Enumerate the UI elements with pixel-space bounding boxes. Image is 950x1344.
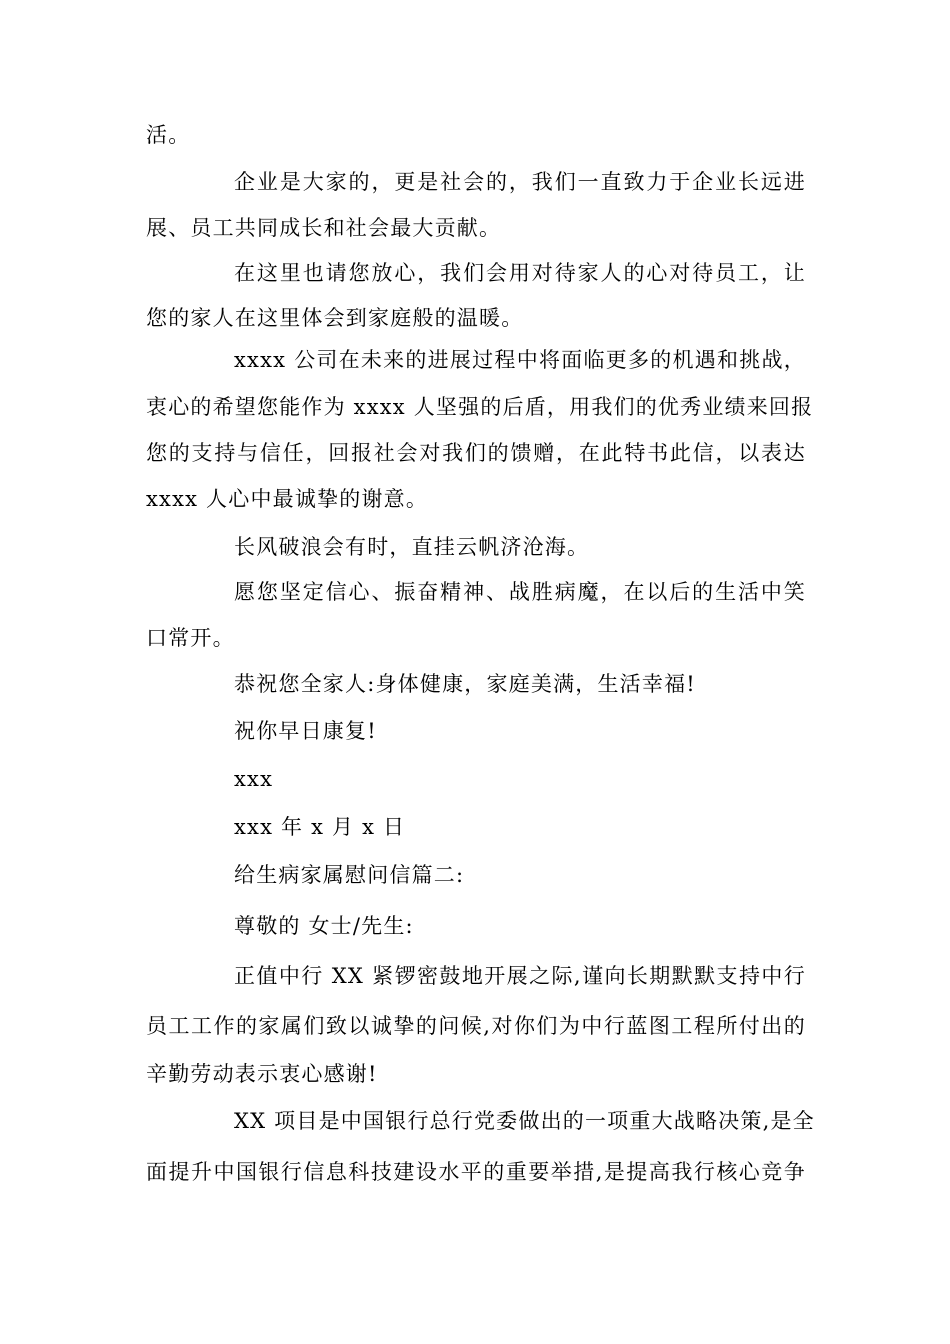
text-line: 口常开。 — [146, 626, 235, 650]
text-line: 恭祝您全家人:身体健康，家庭美满，生活幸福! — [234, 672, 696, 696]
text-line: 在这里也请您放心，我们会用对待家人的心对待员工，让 — [234, 261, 806, 285]
text-line: 愿您坚定信心、振奋精神、战胜病魔，在以后的生活中笑 — [234, 580, 806, 604]
text-line: 面提升中国银行信息科技建设水平的重要举措,是提高我行核心竞争 — [146, 1160, 806, 1184]
text-line: 您的支持与信任，回报社会对我们的馈赠，在此特书此信，以表达 — [146, 441, 806, 465]
text-line: 正值中行 XX 紧锣密鼓地开展之际,谨向长期默默支持中行 — [234, 964, 806, 988]
text-line: 长风破浪会有时，直挂云帆济沧海。 — [234, 535, 590, 559]
date-line: xxx 年 x 月 x 日 — [234, 815, 406, 839]
text-line: 衷心的希望您能作为 xxxx 人坚强的后盾，用我们的优秀业绩来回报 — [146, 395, 814, 419]
text-line: 员工工作的家属们致以诚挚的问候,对你们为中行蓝图工程所付出的 — [146, 1014, 806, 1038]
text-line: 祝你早日康复! — [234, 719, 377, 743]
text-line: 您的家人在这里体会到家庭般的温暖。 — [146, 306, 524, 330]
text-line: 企业是大家的，更是社会的，我们一直致力于企业长远进 — [234, 170, 806, 194]
text-line: xxx — [234, 767, 274, 791]
text-line: 活。 — [146, 123, 191, 147]
text-line: 辛勤劳动表示衷心感谢! — [146, 1062, 378, 1086]
text-line: XX 项目是中国银行总行党委做出的一项重大战略决策,是全 — [234, 1109, 815, 1133]
text-line: xxxx 公司在未来的进展过程中将面临更多的机遇和挑战， — [234, 348, 806, 372]
section-heading: 给生病家属慰问信篇二: — [234, 863, 465, 887]
text-line: 展、员工共同成长和社会最大贡献。 — [146, 216, 502, 240]
text-line: xxxx 人心中最诚挚的谢意。 — [146, 487, 429, 511]
salutation-line: 尊敬的 女士/先生: — [234, 914, 414, 938]
